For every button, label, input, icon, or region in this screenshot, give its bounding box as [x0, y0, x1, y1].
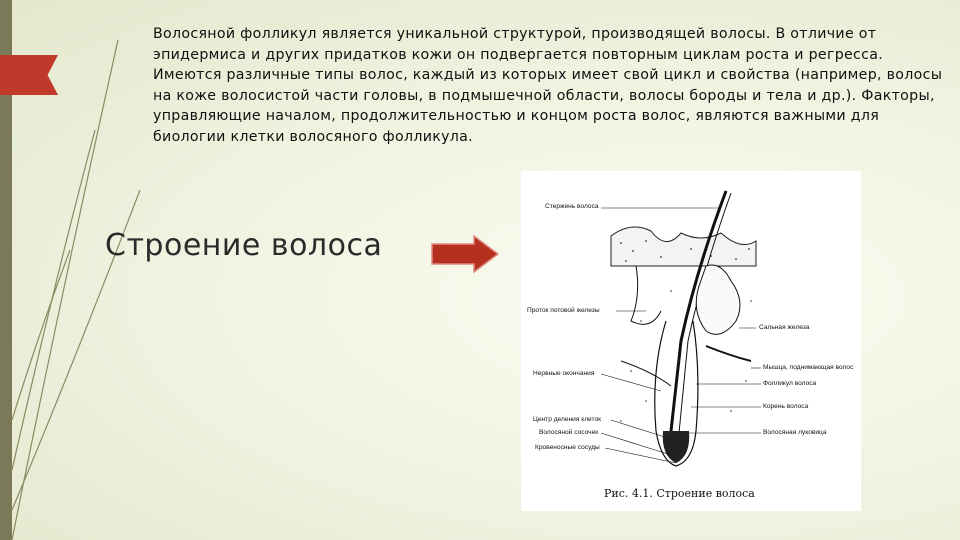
slide-title: Строение волоса [105, 228, 383, 263]
arrow-right-icon [430, 234, 500, 274]
label-papilla: Волосяной сосочек [539, 429, 599, 436]
label-sebaceous: Сальная железа [759, 324, 810, 331]
label-bulb: Волосяная луковица [763, 429, 827, 436]
label-vessels: Кровеносные сосуды [535, 444, 600, 451]
hair-structure-figure [521, 171, 861, 511]
figure-caption: Рис. 4.1. Строение волоса [604, 487, 755, 500]
hair-diagram [521, 171, 861, 511]
label-division-center: Центр деления клеток [533, 416, 601, 423]
label-root: Корень волоса [763, 403, 809, 410]
label-duct: Проток потовой железы [527, 307, 600, 314]
label-follicle: Фолликул волоса [763, 380, 817, 387]
label-nerves: Нервные окончания [533, 370, 595, 377]
label-shaft: Стержень волоса [545, 203, 599, 210]
label-muscle: Мышца, поднимающая волос [763, 364, 854, 371]
body-paragraph: Волосяной фолликул является уникальной структурой, производящей волосы. В отличие от эпидермиса и других придатков кожи он подвергается повторным циклам роста и регресса. Имеются различные типы волос, каждый из которых имеет свой цикл и свойства (например, волосы на коже волосистой части головы, в подмышечной области, волосы бороды и тела и др.). Факторы, управляющие началом, продолжительностью и концом роста волос, являются важными для биологии клетки волосяного фолликула. [153, 26, 943, 145]
